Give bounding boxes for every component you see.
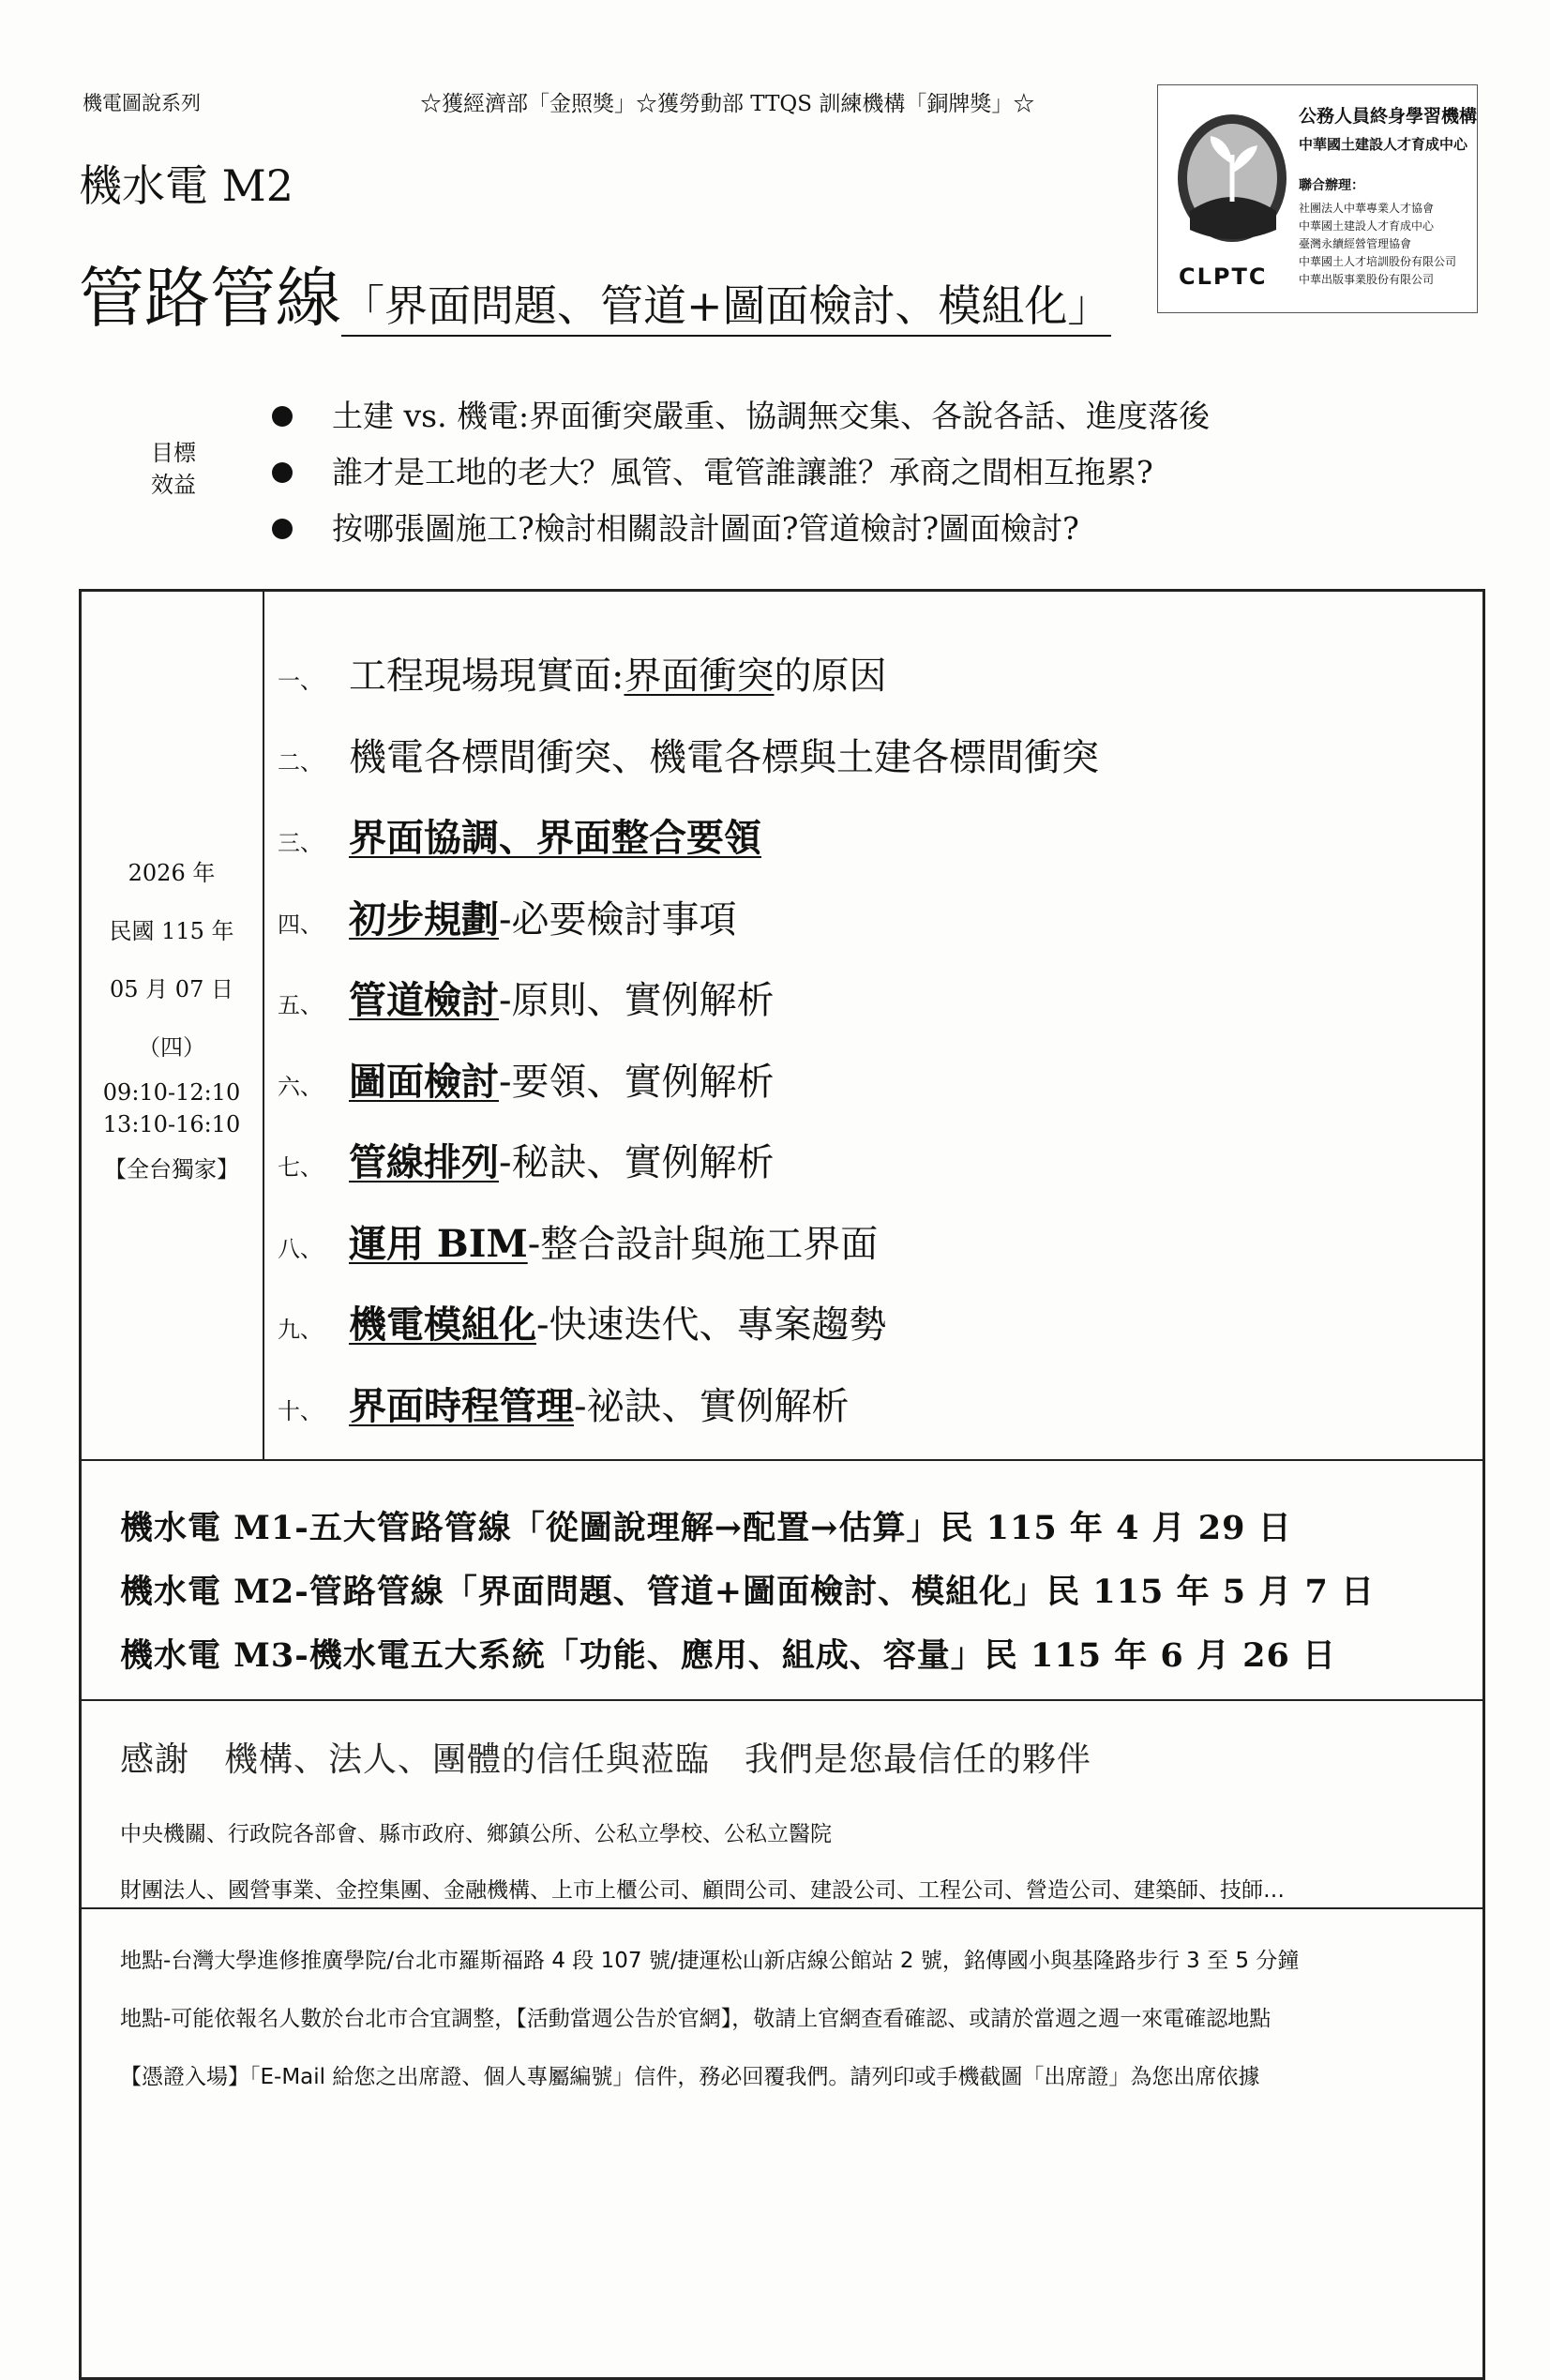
partner-item: 中華出版事業股份有限公司 <box>1299 273 1435 286</box>
agenda-number: 五、 <box>278 992 323 1018</box>
series-course-item: 機水電 M2-管路管線「界面問題、管道+圖面檢討、模組化」民 115 年 5 月 7 日 <box>120 1573 1376 1611</box>
info-line: 【憑證入場】「E-Mail 給您之出席證、個人專屬編號」信件，務必回覆我們。請列印或手機截圖「出席證」為您出席依據 <box>120 2065 1260 2089</box>
goal-text: 誰才是工地的老大？風管、電管誰讓誰？承商之間相互拖累? <box>332 454 1153 490</box>
agenda-text: -整合設計與施工界面 <box>527 1222 879 1266</box>
title-subtitle: 「界面問題、管道+圖面檢討、模組化」 <box>341 280 1111 337</box>
bullet-icon <box>272 406 293 427</box>
goal-item <box>272 501 1210 557</box>
schedule-weekday: （四） <box>138 1034 205 1061</box>
schedule-year: 2026 年 <box>128 860 216 886</box>
page-title <box>79 246 1111 340</box>
agenda-text: -快速迭代、專案趨勢 <box>536 1303 887 1347</box>
divider <box>79 1459 1485 1461</box>
goals-list <box>272 388 1210 557</box>
org-name: 公務人員終身學習機構 <box>1299 106 1478 127</box>
thanks-headline: 感謝 機構、法人、團體的信任與蒞臨 我們是您最信任的夥伴 <box>120 1740 1092 1779</box>
agenda-keyword: 圖面檢討 <box>349 1059 499 1104</box>
goal-item <box>272 388 1210 444</box>
agenda-keyword: 管線排列 <box>349 1140 499 1184</box>
agenda-item <box>278 968 1099 1049</box>
partners-label: 聯合辦理： <box>1299 178 1364 193</box>
info-line: 地點-台灣大學進修推廣學院/台北市羅斯福路 4 段 107 號/捷運松山新店線公館站 2 號，銘傳國小與基隆路步行 3 至 5 分鐘 <box>120 1949 1300 1973</box>
series-course-item: 機水電 M3-機水電五大系統「功能、應用、組成、容量」民 115 年 6 月 26 日 <box>120 1636 1337 1675</box>
agenda-item <box>278 1212 1099 1293</box>
agenda-item <box>278 1130 1099 1212</box>
agenda-list <box>278 643 1099 1454</box>
agenda-number: 九、 <box>278 1317 323 1343</box>
agenda-item <box>278 1292 1099 1374</box>
agenda-number: 三、 <box>278 830 323 856</box>
course-code: 機水電 M2 <box>79 160 293 211</box>
agenda-text: -必要檢討事項 <box>499 897 737 941</box>
partner-list <box>1299 200 1456 289</box>
schedule <box>79 844 264 1198</box>
bullet-icon <box>272 462 293 483</box>
series-label: 機電圖說系列 <box>83 92 201 114</box>
agenda-item <box>278 806 1099 887</box>
agenda-item <box>278 1374 1099 1455</box>
agenda-text: 的原因 <box>774 655 887 698</box>
sprout-logo-icon <box>1171 108 1293 249</box>
logo-acronym: CLPTC <box>1179 264 1268 290</box>
agenda-number: 八、 <box>278 1235 323 1262</box>
agenda-keyword: 機電模組化 <box>349 1303 536 1347</box>
agenda-keyword: 界面協調、界面整合要領 <box>349 816 761 860</box>
agenda-item <box>278 1049 1099 1131</box>
series-course-item: 機水電 M1-五大管路管線「從圖說理解→配置→估算」民 115 年 4 月 29 日 <box>120 1509 1292 1547</box>
org-subname: 中華國土建設人才育成中心 <box>1299 136 1468 153</box>
agenda-item <box>278 887 1099 969</box>
awards-banner: ☆獲經濟部「金照獎」☆獲勞動部 TTQS 訓練機構「銅牌獎」☆ <box>420 92 1035 116</box>
agenda-keyword: 初步規劃 <box>349 896 499 941</box>
series-courses <box>120 1497 1375 1688</box>
exclusive-badge: 【全台獨家】 <box>104 1156 239 1182</box>
agenda-number: 一、 <box>278 668 323 694</box>
agenda-keyword: 運用 BIM <box>349 1221 528 1266</box>
agenda-text: -要領、實例解析 <box>499 1060 775 1104</box>
venue-info <box>120 1932 1299 2106</box>
agenda-number: 十、 <box>278 1397 323 1424</box>
agenda-keyword: 界面時程管理 <box>349 1383 574 1428</box>
goals-label-line: 效益 <box>151 472 196 498</box>
client-list <box>120 1806 1285 1919</box>
client-line: 中央機關、行政院各部會、縣市政府、鄉鎮公所、公私立學校、公私立醫院 <box>120 1822 832 1846</box>
agenda-number: 七、 <box>278 1154 323 1181</box>
divider <box>79 1907 1485 1909</box>
agenda-number: 四、 <box>278 911 323 938</box>
title-main: 管路管線 <box>79 260 341 337</box>
schedule-time: 13:10-16:10 <box>102 1111 241 1137</box>
bullet-icon <box>272 519 293 539</box>
agenda-text: 工程現場現實面: <box>349 655 625 698</box>
agenda-number: 六、 <box>278 1073 323 1100</box>
partner-item: 臺灣永續經營管理協會 <box>1299 237 1412 250</box>
agenda-text: -秘訣、實例解析 <box>499 1141 775 1184</box>
divider <box>79 1699 1485 1701</box>
agenda-item <box>278 725 1099 806</box>
client-line: 財團法人、國營事業、金控集團、金融機構、上市上櫃公司、顧問公司、建設公司、工程公司、營造公司、建築師、技師… <box>120 1878 1285 1903</box>
goal-text: 按哪張圖施工?檢討相關設計圖面?管道檢討?圖面檢討? <box>332 510 1079 547</box>
agenda-item <box>278 643 1099 725</box>
schedule-roc-year: 民國 115 年 <box>109 918 234 944</box>
agenda-text: -祕訣、實例解析 <box>574 1384 850 1428</box>
agenda-keyword: 管道檢討 <box>349 978 499 1022</box>
partner-item: 中華國土人才培訓股份有限公司 <box>1299 255 1457 268</box>
agenda-text: 機電各標間衝突、機電各標與土建各標間衝突 <box>349 735 1099 779</box>
agenda-number: 二、 <box>278 748 323 776</box>
goals-label <box>141 437 206 501</box>
schedule-time: 09:10-12:10 <box>102 1079 241 1106</box>
goal-item <box>272 444 1210 501</box>
partner-item: 中華國土建設人才育成中心 <box>1299 219 1435 233</box>
organization-logo <box>1157 84 1478 313</box>
partner-item: 社團法人中華專業人才協會 <box>1299 202 1435 215</box>
agenda-keyword: 界面衝突 <box>624 655 775 698</box>
goals-label-line: 目標 <box>151 440 196 466</box>
agenda-text: -原則、實例解析 <box>499 979 775 1022</box>
info-line: 地點-可能依報名人數於台北市合宜調整，【活動當週公告於官網】，敬請上官網查看確認、或請於當週之週一來電確認地點 <box>120 2007 1272 2031</box>
goal-text: 土建 vs. 機電:界面衝突嚴重、協調無交集、各說各話、進度落後 <box>332 398 1211 434</box>
schedule-date: 05 月 07 日 <box>110 976 233 1002</box>
